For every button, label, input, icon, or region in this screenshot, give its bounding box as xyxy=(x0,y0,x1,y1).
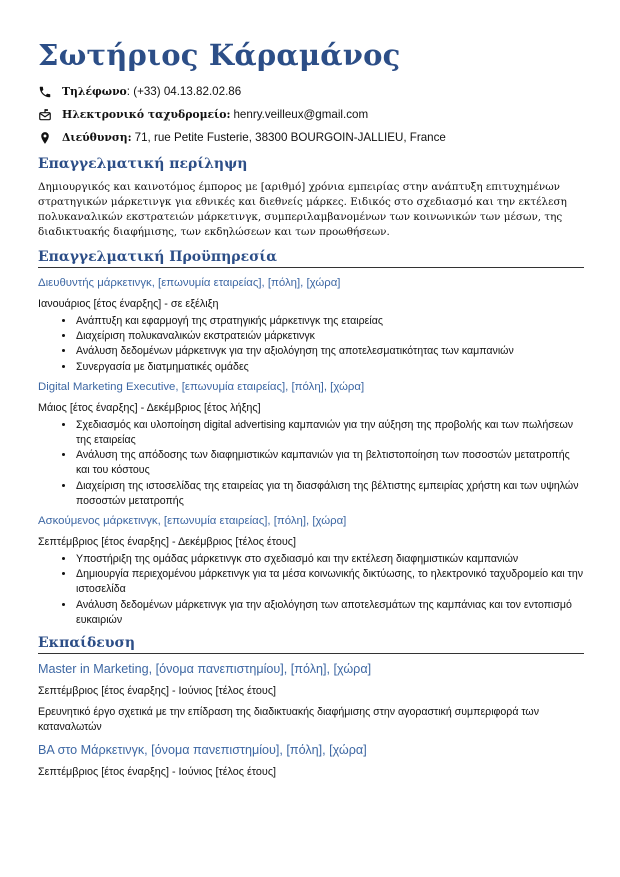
list-item: • Σχεδιασμός και υλοποίηση digital advertising καμπανιών για την αύξηση της προβολής και των πωλήσεων της εταιρείας xyxy=(75,418,584,448)
list-item: • Συνεργασία με διατμηματικές ομάδες xyxy=(75,360,584,375)
experience-section xyxy=(38,249,584,628)
mailbox-icon xyxy=(38,108,52,122)
contact-phone xyxy=(38,80,584,103)
education-section xyxy=(38,635,584,778)
list-item: • Ανάλυση της απόδοσης των διαφημιστικών καμπανιών για τη βελτιστοποίηση των ποσοστών μετατροπής και του κόστους xyxy=(75,448,584,478)
education-entry xyxy=(38,743,584,778)
job-bullets xyxy=(38,552,584,628)
job-title: Digital Marketing Executive, [επωνυμία εταιρείας], [πόλη], [χώρα] xyxy=(38,380,365,393)
list-item: • Ανάπτυξη και εφαρμογή της στρατηγικής μάρκετινγκ της εταιρείας xyxy=(75,314,584,329)
phone-icon xyxy=(38,85,52,99)
profile-section xyxy=(38,156,584,240)
phone-value: : (+33) 04.13.82.02.86 xyxy=(126,85,242,98)
job-period: Ιανουάριος [έτος έναρξης] - σε εξέλιξη xyxy=(38,298,219,310)
list-item: • Ανάλυση δεδομένων μάρκετινγκ για την αξιολόγηση της αποτελεσματικότητας των καμπανιών xyxy=(75,344,584,359)
job-entry xyxy=(38,515,584,628)
degree-title: Master in Marketing, [όνομα πανεπιστημίου], [πόλη], [χώρα] xyxy=(38,662,372,677)
phone-label: Τηλέφωνο xyxy=(62,85,127,98)
experience-title: Επαγγελματική Προϋπηρεσία xyxy=(38,249,584,268)
job-title: Ασκούμενος μάρκετινγκ, [επωνυμία εταιρείας], [πόλη], [χώρα] xyxy=(38,515,347,528)
degree-period: Σεπτέμβριος [έτος έναρξης] - Ιούνιος [τέλος έτους] xyxy=(38,685,277,698)
list-item: • Διαχείριση της ιστοσελίδας της εταιρείας για τη διασφάλιση της βέλτιστης εμπειρίας χρήστη και των υψηλών ποσοστών μετατροπής xyxy=(75,479,584,509)
degree-title: BA στο Μάρκετινγκ, [όνομα πανεπιστημίου], [πόλη], [χώρα] xyxy=(38,743,367,758)
profile-summary: Δημιουργικός και καινοτόμος έμπορος με [αριθμό] χρόνια εμπειρίας στην ανάπτυξη επιτυχημένων στρατηγικών μάρκετινγκ για εθνικές και διεθνείς μάρκες. Ειδικός στο σχεδιασμό και την εκτέλεση πολυκαναλικών εκστρατειών μάρκετινγκ, συμπεριλαμβανομένων των κοινωνικών των μέσων, της διαδικτυακής διαφήμισης, των εκδηλώσεων και των προωθήσεων. xyxy=(38,181,567,238)
location-pin-icon xyxy=(38,131,52,145)
job-bullets xyxy=(38,314,584,375)
list-item: • Δημιουργία περιεχομένου μάρκετινγκ για τα μέσα κοινωνικής δικτύωσης, το ηλεκτρονικό ταχυδρομείο και την ιστοσελίδα xyxy=(75,567,584,597)
contact-block xyxy=(38,80,584,149)
address-label: Διεύθυνση: xyxy=(62,131,132,144)
job-period: Σεπτέμβριος [έτος έναρξης] - Δεκέμβριος [τέλος έτους] xyxy=(38,536,296,549)
contact-email xyxy=(38,103,584,126)
list-item: • Διαχείριση πολυκαναλικών εκστρατειών μάρκετινγκ xyxy=(75,329,584,344)
job-entry xyxy=(38,277,584,375)
degree-period: Σεπτέμβριος [έτος έναρξης] - Ιούνιος [τέλος έτους] xyxy=(38,766,277,779)
job-title: Διευθυντής μάρκετινγκ, [επωνυμία εταιρείας], [πόλη], [χώρα] xyxy=(38,277,341,289)
job-period: Μάιος [έτος έναρξης] - Δεκέμβριος [έτος λήξης] xyxy=(38,401,261,414)
contact-address xyxy=(38,126,584,149)
email-label: Ηλεκτρονικό ταχυδρομείο: xyxy=(62,108,231,121)
list-item: • Ανάλυση δεδομένων μάρκετινγκ για την αξιολόγηση των αποτελεσμάτων της καμπάνιας και τον εντοπισμό ευκαιριών xyxy=(75,598,584,628)
degree-description: Ερευνητικό έργο σχετικά με την επίδραση της διαδικτυακής διαφήμισης στην αγοραστική συμπεριφορά των καταναλωτών xyxy=(38,706,539,734)
job-entry xyxy=(38,381,584,509)
profile-title: Επαγγελματική περίληψη xyxy=(38,156,248,172)
email-value: henry.veilleux@gmail.com xyxy=(233,108,369,121)
address-value: 71, rue Petite Fusterie, 38300 BOURGOIN-JALLIEU, France xyxy=(134,131,446,144)
resume-page xyxy=(38,36,584,778)
education-entry xyxy=(38,662,584,735)
list-item: • Υποστήριξη της ομάδας μάρκετινγκ στο σχεδιασμό και την εκτέλεση διαφημιστικών καμπανιών xyxy=(75,552,584,567)
job-bullets xyxy=(38,418,584,509)
education-title: Εκπαίδευση xyxy=(38,635,584,654)
candidate-name: Σωτήριος Κάραμάνος xyxy=(38,38,401,72)
